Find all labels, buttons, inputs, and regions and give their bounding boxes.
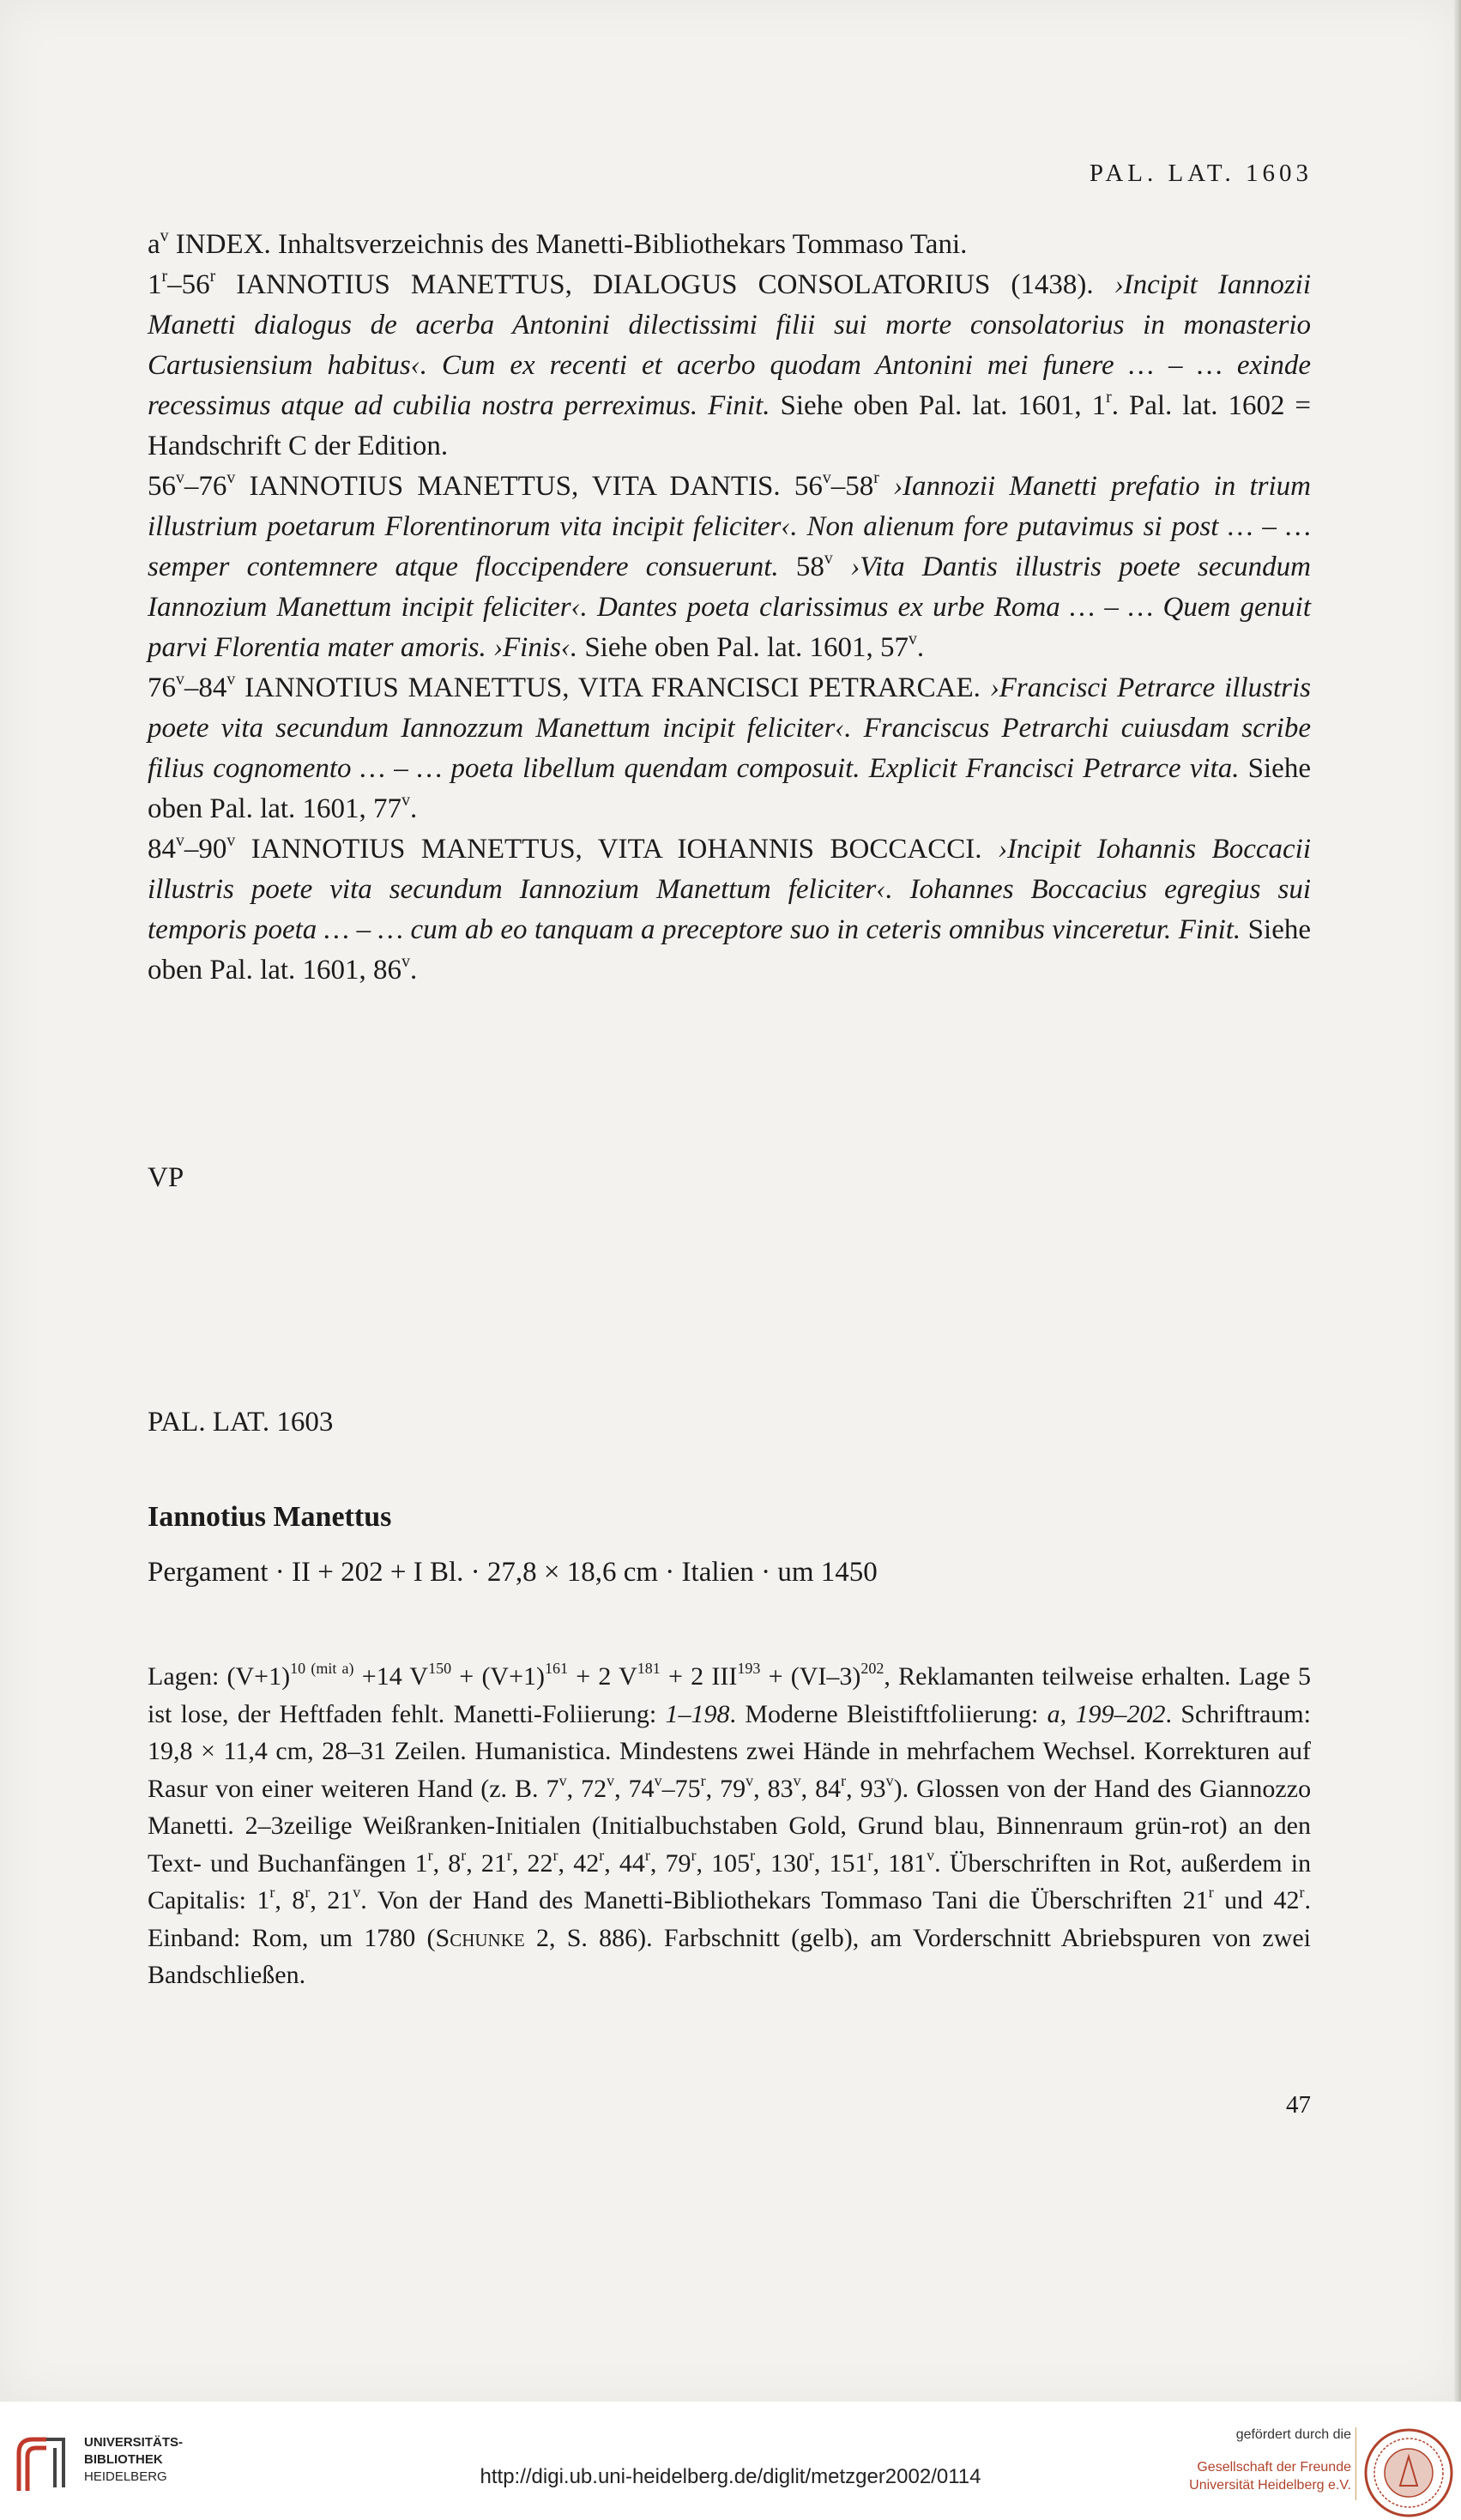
physical-description: Pergament · II + 202 + I Bl. · 27,8 × 18,6 cm · Italien · um 1450	[148, 1557, 878, 1588]
page-number: 47	[1286, 2091, 1311, 2119]
shelfmark-heading: PAL. LAT. 1603	[148, 1407, 334, 1438]
content-entries	[148, 225, 1311, 991]
entry-dialogus: 1$^r$–56$^r$ IANNOTIUS MANETTUS, DIALOGUS CONSOLATORIUS (1438). ›Incipit Iannozii Manetti dialogus de acerba Antonini dilectissimi filii sui morte consolatorius in monasterio Cartusiensium habitus‹. Cum ex recenti et acerbo quodam Antonini mei funere … – … exinde recessimus atque ad cubilia nostra perreximus. Finit. Siehe oben Pal. lat. 1601, 1$^r$. Pal. lat. 1602 = Handschrift C der Edition.	[148, 267, 1312, 461]
footer-divider	[1355, 2427, 1356, 2500]
entry-vita-petrarcae: 76$^v$–84$^v$ IANNOTIUS MANETTUS, VITA FRANCISCI PETRARCAE. ›Francisci Petrarce illustris poete vita secundum Iannozzum Manettum incipit feliciter‹. Franciscus Petrarchi cuiusdam scribe filius cognomento … – … poeta libellum quendam composuit. Explicit Francisci Petrarce vita. Siehe oben Pal. lat. 1601, 77$^v$.	[148, 670, 1311, 824]
entry-vita-boccacci: 84$^v$–90$^v$ IANNOTIUS MANETTUS, VITA IOHANNIS BOCCACCI. ›Incipit Iohannis Boccacii illustris poete vita secundum Iannozium Manettum feliciter‹. Iohannes Boccacius egregius sui temporis poeta … – … cum ab eo tanquam a preceptore suo in ceteris omnibus vinceretur. Finit. Siehe oben Pal. lat. 1601, 86$^v$.	[148, 831, 1311, 986]
running-head: PAL. LAT. 1603	[1089, 160, 1313, 187]
codicological-description: Lagen: $(V+1)^{10 (mit a)} +14$ $V^{150} + (V+1)^{161} + 2$ $V^{181} + 2$ $III^{193} + (VI-3)^{202}$, Reklamanten teilweise erhalten. Lage 5 ist lose, der Heftfaden fehlt. Manetti-Foliierung: 1–198. Moderne Bleistiftfoliierung: a, 199–202. Schriftraum: 19,8 × 11,4 cm, 28–31 Zeilen. Humanistica. Mindestens zwei Hände in mehrfachem Wechsel. Korrekturen auf Rasur von einer weiteren Hand (z. B. 7$^v$, 72$^v$, 74$^v$–75$^r$, 79$^v$, 83$^v$, 84$^r$, 93$^v$). Glossen von der Hand des Giannozzo Manetti. 2–3zeilige Weißranken-Initialen (Initialbuchstaben Gold, Grund blau, Binnenraum grün-rot) an den Text- und Buchanfängen 1$^r$, 8$^r$, 21$^r$, 22$^r$, 42$^r$, 44$^r$, 79$^r$, 105$^r$, 130$^r$, 151$^r$, 181$^v$. Überschriften in Rot, außerdem in Capitalis: 1$^r$, 8$^r$, 21$^v$. Von der Hand des Manetti-Bibliothekars Tommaso Tani die Überschriften 21$^r$ und 42$^r$. Einband: Rom, um 1780 (Schunke 2, S. 886). Farbschnitt (gelb), am Vorderschnitt Abriebspuren von zwei Bandschließen.	[148, 1660, 1312, 1989]
entry-vita-dantis: 56$^v$–76$^v$ IANNOTIUS MANETTUS, VITA DANTIS. 56$^v$–58$^r$ ›Iannozii Manetti prefatio in trium illustrium poetarum Florentinorum vita incipit feliciter‹. Non alienum fore putavimus si post … – … semper contemnere atque floccipendere consuerunt. 58$^v$ ›Vita Dantis illustris poete secundum Iannozium Manettum incipit feliciter‹. Dantes poeta clarissimus ex urbe Roma … – … Quem genuit parvi Florentia mater amoris. ›Finis‹. Siehe oben Pal. lat. 1601, 57$^v$.	[148, 468, 1312, 663]
library-name: UNIVERSITÄTS- BIBLIOTHEK HEIDELBERG	[84, 2435, 184, 2484]
funding-note: gefördert durch die Gesellschaft der Freunde Universität Heidelberg e.V.	[1189, 2427, 1351, 2493]
digitization-footer	[0, 2402, 1461, 2520]
university-seal-icon	[1361, 2426, 1456, 2520]
author-heading: Iannotius Manettus	[148, 1501, 392, 1533]
permalink-url[interactable]: http://digi.ub.uni-heidelberg.de/diglit/metzger2002/0114	[480, 2465, 981, 2488]
entry-index: $a^v$ INDEX. Inhaltsverzeichnis des Manetti-Bibliothekars Tommaso Tani.	[148, 226, 968, 260]
author-initials: VP	[148, 1162, 184, 1193]
